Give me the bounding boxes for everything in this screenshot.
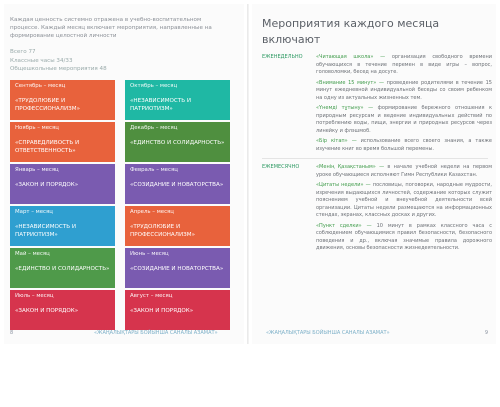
month-label: Сентябрь – месяц — [15, 83, 66, 89]
page-number-left: 8 — [10, 330, 14, 336]
page-footer-left: «ЖАҢАЛЫҚТАРЫ БОЙЫНША САНАЛЫ АЗАМАТ» — [94, 330, 218, 336]
section-label: ЕЖЕМЕСЯЧНО — [262, 164, 300, 170]
month-label: Март – месяц — [15, 209, 53, 215]
month-card-february — [125, 164, 230, 204]
month-theme: «СПРАВЕДЛИВОСТЬ И ОТВЕТСТВЕННОСТЬ» — [15, 140, 80, 155]
left-page — [4, 4, 244, 344]
list-item: «Читающая школа» — организация свободного времени обучающихся в течение перемен в виде игры – вопрос, головоломки, бесед на досуге. — [316, 54, 493, 75]
month-label: Февраль – месяц — [130, 167, 178, 173]
month-card-december — [125, 122, 230, 162]
month-card-september — [10, 80, 115, 120]
list-item: «Менің Қазақстаным» — в начале учебной недели на первом уроке обучающиеся исполняют Гимн Республики Казахстан. — [316, 164, 492, 178]
month-label: Июль – месяц — [15, 293, 54, 299]
month-card-january — [10, 164, 115, 204]
month-theme: «СОЗИДАНИЕ И НОВАТОРСТВА» — [130, 182, 224, 189]
page-fold — [247, 4, 249, 344]
month-card-may — [10, 248, 115, 288]
page-title: Мероприятия каждого месяца включают — [262, 17, 440, 46]
month-label: Декабрь – месяц — [130, 125, 178, 131]
month-theme: «ЗАКОН И ПОРЯДОК» — [130, 308, 194, 315]
month-theme: «ЗАКОН И ПОРЯДОК» — [15, 182, 79, 189]
month-card-october — [125, 80, 230, 120]
month-label: Январь – месяц — [15, 167, 59, 173]
list-item: «Внимание 15 минут» — проведение родителями в течение 15 минут ежедневной индивидуальной беседы со своим ребенком на одну из актуальных жизненных тем. — [316, 79, 492, 101]
section-body — [316, 164, 492, 256]
month-card-march — [10, 206, 115, 246]
stat-school-events: Общешкольные мероприятия 48 — [10, 66, 107, 73]
month-card-april — [125, 206, 230, 246]
month-label: Июнь – месяц — [130, 251, 169, 257]
month-theme: «НЕЗАВИСИМОСТЬ И ПАТРИОТИЗМ» — [130, 98, 192, 113]
list-item: «Үнемді тұтыну» — формирование бережного отношения к природным ресурсам и ведение индивидуальных действий по потреблению воды, пищи, энергии и природных ресурсов через линейку и флэшмоб. — [316, 105, 492, 134]
month-theme: «ТРУДОЛЮБИЕ И ПРОФЕССИОНАЛИЗМ» — [15, 98, 80, 113]
page-number-right: 9 — [484, 330, 488, 336]
month-label: Август – месяц — [130, 293, 173, 299]
month-theme: «ЕДИНСТВО И СОЛИДАРНОСТЬ» — [15, 266, 110, 273]
list-item: «Бір кітап» — использование всего своего знания, а также изучение книг во время большой перемены. — [316, 138, 492, 152]
month-label: Апрель – месяц — [130, 209, 174, 215]
stat-total: Всего 77 — [10, 49, 36, 55]
month-card-november — [10, 122, 115, 162]
section-weekly — [262, 54, 493, 154]
month-theme: «ТРУДОЛЮБИЕ И ПРОФЕССИОНАЛИЗМ» — [130, 224, 195, 239]
list-item: «Цитаты недели» — пословицы, поговорки, народные мудрости, изречения выдающихся личностей, содержание которых служит пояснением учебной и внеучебной деятельности всей организации. Цитаты недели размещаются на информационных стендах, экранах, классных досках и других. — [316, 182, 492, 218]
section-monthly — [262, 164, 490, 314]
month-theme: «ЗАКОН И ПОРЯДОК» — [15, 308, 79, 315]
intro-text: Каждая ценность системно отражена в учебно-воспитательном процессе. Каждый месяц включает мероприятия, направленные на формирование целостной личности — [10, 17, 212, 40]
page-footer-right: «ЖАҢАЛЫҚТАРЫ БОЙЫНША САНАЛЫ АЗАМАТ» — [266, 330, 390, 336]
month-card-august — [125, 290, 230, 330]
month-label: Ноябрь – месяц — [15, 125, 59, 131]
month-label: Май – месяц — [15, 251, 50, 257]
section-label: ЕЖЕНЕДЕЛЬНО — [262, 54, 303, 60]
month-card-june — [125, 248, 230, 288]
section-divider — [262, 158, 488, 159]
stat-class-hours: Классные часы 34/33 — [10, 57, 73, 64]
month-label: Октябрь – месяц — [130, 83, 178, 89]
list-item: «Пункт сделки» — 10 минут в рамках классного часа с соблюдением обучающимися правил безопасности, безопасного поведения и др., включая значимые правила дорожного движения, основы безопасности жизнедеятельности. — [316, 222, 492, 251]
section-body — [316, 54, 492, 156]
month-theme: «НЕЗАВИСИМОСТЬ И ПАТРИОТИЗМ» — [15, 224, 77, 239]
month-theme: «СОЗИДАНИЕ И НОВАТОРСТВА» — [130, 266, 224, 273]
stats-block — [10, 48, 107, 74]
month-theme: «ЕДИНСТВО И СОЛИДАРНОСТЬ» — [130, 140, 225, 147]
right-page — [252, 4, 496, 344]
month-card-july — [10, 290, 115, 330]
